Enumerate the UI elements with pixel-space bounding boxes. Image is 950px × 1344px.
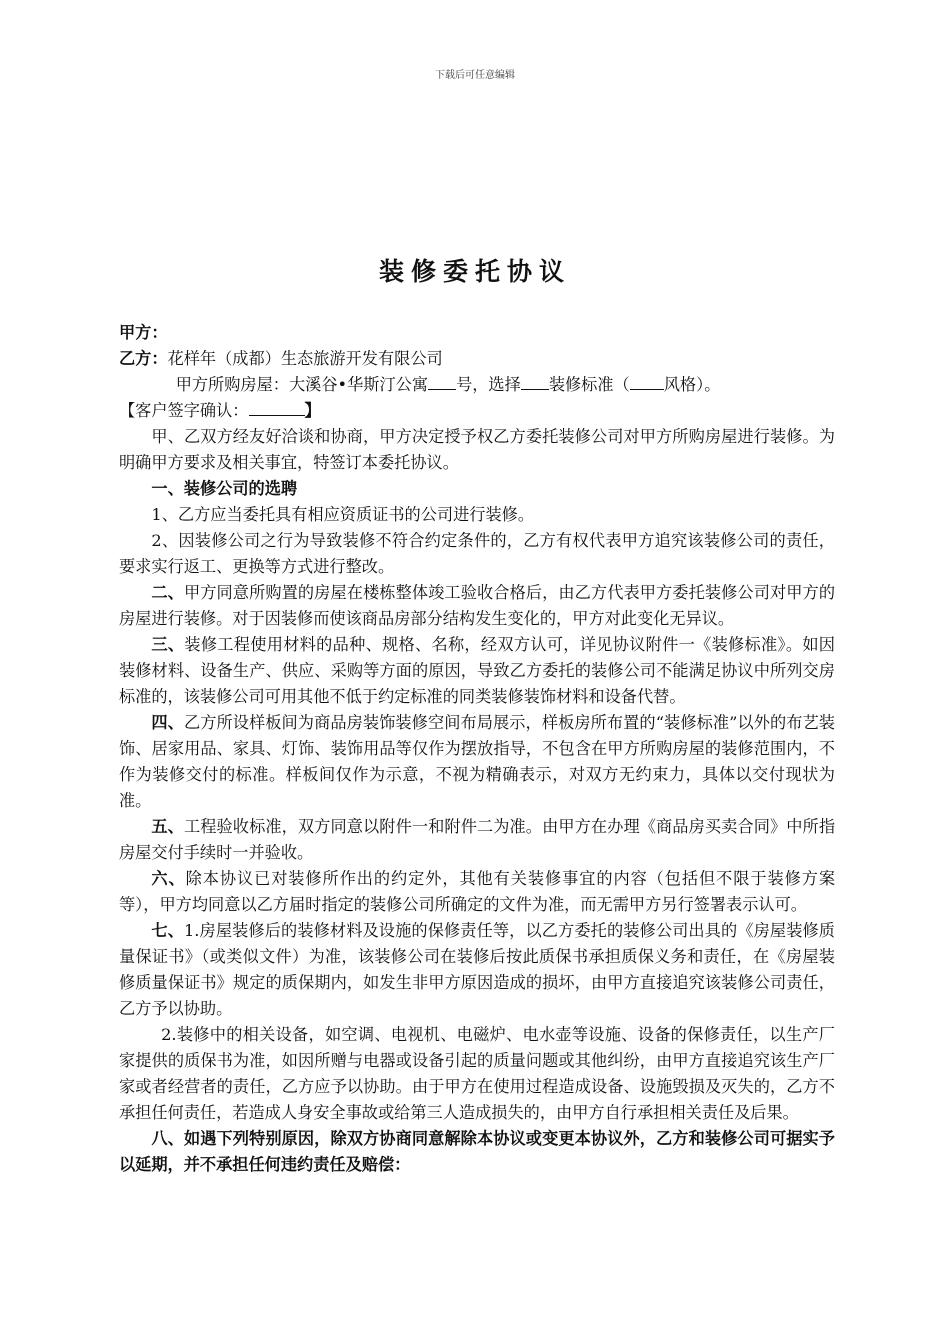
section-1-item-1: 1、乙方应当委托具有相应资质证书的公司进行装修。 xyxy=(151,505,535,524)
section-1-item-2: 2、因装修公司之行为导致装修不符合约定条件的，乙方有权代表甲方追究该装修公司的责任，要求实行返工、更换等方式进行整改。 xyxy=(119,531,835,576)
section-3 xyxy=(119,632,835,710)
section-5 xyxy=(119,814,835,866)
party-b-label: 乙方： xyxy=(119,349,168,368)
style-blank[interactable] xyxy=(630,389,664,390)
section-6-label: 六、 xyxy=(151,869,186,888)
section-4-text: 乙方所设样板间为商品房装饰装修空间布局展示，样板房所布置的“装修标准”以外的布艺装饰、居家用品、家具、灯饰、装饰用品等仅作为摆放指导，不包含在甲方所购房屋的装修范围内，不作为装修交付的标准。样板间仅作为示意，不视为精确表示，对双方无约束力，具体以交付现状为准。 xyxy=(119,713,835,810)
document-title: 装修委托协议 xyxy=(378,257,571,286)
property-prefix: 甲方所购房屋：大溪谷•华斯汀公寓 xyxy=(175,375,429,394)
section-3-label: 三、 xyxy=(151,635,185,654)
section-5-text: 工程验收标准，双方同意以附件一和附件二为准。由甲方在办理《商品房买卖合同》中所指房屋交付手续时一并验收。 xyxy=(119,817,836,862)
property-mid2: 装修标准（ xyxy=(548,375,630,394)
section-2-label: 二、 xyxy=(151,583,184,602)
section-6 xyxy=(119,866,835,918)
party-a-label: 甲方： xyxy=(119,323,168,342)
section-6-text: 除本协议已对装修所作出的约定外，其他有关装修事宜的内容（包括但不限于装修方案等），甲方均同意以乙方届时指定的装修公司所确定的文件为准，而无需甲方另行签署表示认可。 xyxy=(119,869,836,914)
section-4-label: 四、 xyxy=(151,713,184,732)
standard-blank[interactable] xyxy=(521,389,549,390)
section-5-label: 五、 xyxy=(151,817,184,836)
section-7-item-2: 2.装修中的相关设备，如空调、电视机、电磁炉、电水壶等设施、设备的保修责任，以生产厂家提供的质保书为准，如因所赠与电器或设备引起的质量问题或其他纠纷，由甲方直接追究该生产厂家或者经营者的责任，乙方应予以协助。由于甲方在使用过程造成设备、设施毁损及灭失的，乙方不承担任何责任，若造成人身安全事故或给第三人造成损失的，由甲方自行承担相关责任及后果。 xyxy=(119,1025,835,1122)
property-mid1: 号，选择 xyxy=(456,375,521,394)
section-8: 八、如遇下列特别原因，除双方协商同意解除本协议或变更本协议外，乙方和装修公司可据实予以延期，并不承担任何违约责任及赔偿： xyxy=(119,1129,835,1174)
property-suffix: 风格）。 xyxy=(663,375,721,394)
section-7-text-1: 1.房屋装修后的装修材料及设施的保修责任等，以乙方委托的装修公司出具的《房屋装修质量保证书》（或类似文件）为准，该装修公司在装修后按此质保书承担质保义务和责任，在《房屋装修质量保证书》规定的质保期内，如发生非甲方原因造成的损坏，由甲方直接追究该装修公司责任，乙方予以协助。 xyxy=(119,921,835,1018)
section-7-item-1 xyxy=(119,918,835,1022)
unit-number-blank[interactable] xyxy=(428,389,456,390)
document-body xyxy=(119,320,835,1178)
intro-paragraph: 甲、乙双方经友好洽谈和协商，甲方决定授予权乙方委托装修公司对甲方所购房屋进行装修。为明确甲方要求及相关事宜，特签订本委托协议。 xyxy=(119,427,835,472)
section-4 xyxy=(119,710,835,814)
confirm-prefix: 【客户签字确认： xyxy=(119,401,249,420)
section-2 xyxy=(119,580,835,632)
party-b-name: 花样年（成都）生态旅游开发有限公司 xyxy=(167,349,443,368)
section-1-heading: 一、装修公司的选聘 xyxy=(151,479,298,498)
page-header-note: 下载后可任意编辑 xyxy=(435,70,515,81)
section-2-text: 甲方同意所购置的房屋在楼栋整体竣工验收合格后，由乙方代表甲方委托装修公司对甲方的房屋进行装修。对于因装修而使该商品房部分结构发生变化的，甲方对此变化无异议。 xyxy=(119,583,836,628)
signature-confirm-line xyxy=(119,398,835,424)
property-line xyxy=(119,372,835,398)
party-a-line xyxy=(119,320,835,346)
signature-blank[interactable] xyxy=(249,415,305,416)
confirm-suffix: 】 xyxy=(304,401,321,420)
section-3-text: 装修工程使用材料的品种、规格、名称，经双方认可，详见协议附件一《装修标准》。如因装修材料、设备生产、供应、采购等方面的原因，导致乙方委托的装修公司不能满足协议中所列交房标准的，该装修公司可用其他不低于约定标准的同类装修装饰材料和设备代替。 xyxy=(119,635,835,706)
section-7-label: 七、 xyxy=(151,921,184,940)
party-b-line xyxy=(119,346,835,372)
